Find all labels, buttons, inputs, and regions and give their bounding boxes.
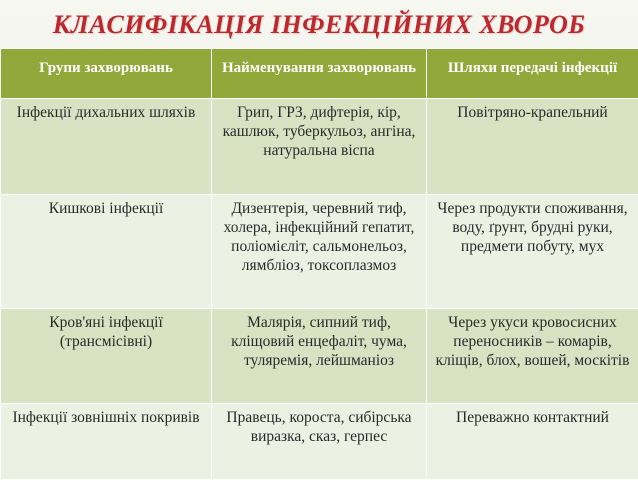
classification-table	[0, 48, 638, 480]
cell-transmission: Через укуси кровосисних переносників – комарів, кліщів, блох, вошей, москітів	[427, 309, 638, 404]
table-row	[1, 404, 638, 480]
table-header-row	[1, 49, 638, 99]
cell-group: Кров'яні інфекції (трансмісівні)	[1, 309, 212, 404]
cell-group: Інфекції дихальних шляхів	[1, 99, 212, 195]
cell-diseases: Правець, короста, сибірська виразка, сказ, герпес	[212, 404, 427, 480]
cell-transmission: Через продукти споживання, воду, ґрунт, брудні руки, предмети побуту, мух	[427, 195, 638, 309]
cell-group: Кишкові інфекції	[1, 195, 212, 309]
cell-diseases: Грип, ГРЗ, дифтерія, кір, кашлюк, туберкульоз, ангіна, натуральна віспа	[212, 99, 427, 195]
cell-transmission: Повітряно-крапельний	[427, 99, 638, 195]
table-row	[1, 99, 638, 195]
cell-transmission: Переважно контактний	[427, 404, 638, 480]
table-row	[1, 309, 638, 404]
header-groups: Групи захворювань	[1, 49, 212, 99]
cell-diseases: Дизентерія, черевний тиф, холера, інфекційний гепатит, поліомієліт, сальмонельоз, лямбліоз, токсоплазмоз	[212, 195, 427, 309]
header-transmission: Шляхи передачі інфекції	[427, 49, 638, 99]
table-row	[1, 195, 638, 309]
cell-group: Інфекції зовнішніх покривів	[1, 404, 212, 480]
slide-title: КЛАСИФІКАЦІЯ ІНФЕКЦІЙНИХ ХВОРОБ	[0, 6, 638, 44]
cell-diseases: Малярія, сипний тиф, кліщовий енцефаліт, чума, туляремія, лейшманіоз	[212, 309, 427, 404]
header-diseases: Найменування захворювань	[212, 49, 427, 99]
